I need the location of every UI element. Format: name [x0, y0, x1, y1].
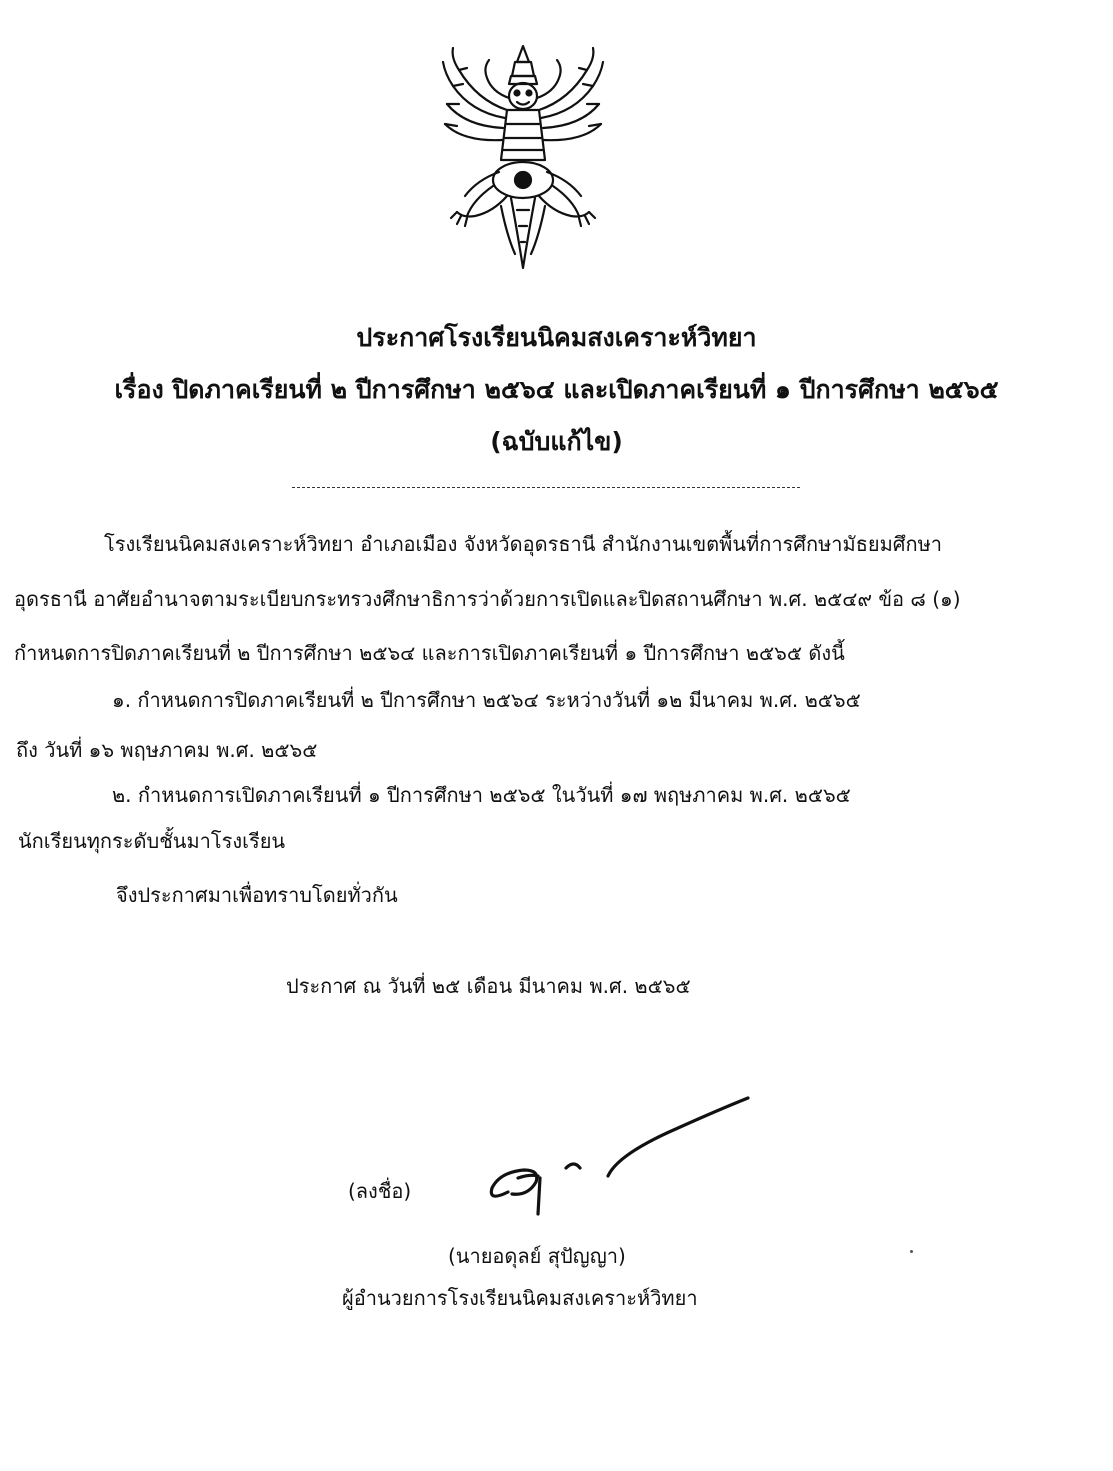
signature-label: (ลงชื่อ): [348, 1179, 412, 1203]
announcement-title: ประกาศโรงเรียนนิคมสงเคราะห์วิทยา: [356, 323, 757, 352]
item-2-line: ๒. กำหนดการเปิดภาคเรียนที่ ๑ ปีการศึกษา ๒๕๖๕ ในวันที่ ๑๗ พฤษภาคม พ.ศ. ๒๕๖๕: [112, 783, 851, 807]
item-2-line: นักเรียนทุกระดับชั้นมาโรงเรียน: [18, 829, 286, 853]
dateline: ประกาศ ณ วันที่ ๒๕ เดือน มีนาคม พ.ศ. ๒๕๖๕: [286, 974, 691, 998]
paragraph-line: โรงเรียนนิคมสงเคราะห์วิทยา อำเภอเมือง จังหวัดอุดรธานี สำนักงานเขตพื้นที่การศึกษามัธยมศึกษา: [104, 532, 943, 556]
announcement-subject: เรื่อง ปิดภาคเรียนที่ ๒ ปีการศึกษา ๒๕๖๔ และเปิดภาคเรียนที่ ๑ ปีการศึกษา ๒๕๖๕: [114, 375, 999, 404]
paragraph-line: อุดรธานี อาศัยอำนาจตามระเบียบกระทรวงศึกษาธิการว่าด้วยการเปิดและปิดสถานศึกษา พ.ศ. ๒๕๔๙ ข้อ ๘ (๑): [14, 587, 961, 611]
handwritten-signature: [478, 1092, 758, 1232]
revision-note: (ฉบับแก้ไข): [490, 427, 623, 456]
signer-position: ผู้อำนวยการโรงเรียนนิคมสงเคราะห์วิทยา: [342, 1286, 698, 1310]
signer-name: (นายอดุลย์ สุปัญญา): [448, 1244, 626, 1268]
paragraph-line: กำหนดการปิดภาคเรียนที่ ๒ ปีการศึกษา ๒๕๖๔ และการเปิดภาคเรียนที่ ๑ ปีการศึกษา ๒๕๖๕ ดังนี้: [14, 641, 845, 665]
garuda-emblem-icon: [437, 40, 609, 272]
separator-rule: [292, 487, 800, 488]
item-1-line: ถึง วันที่ ๑๖ พฤษภาคม พ.ศ. ๒๕๖๕: [16, 738, 318, 762]
closing-statement: จึงประกาศมาเพื่อทราบโดยทั่วกัน: [116, 883, 398, 907]
scan-speck: [910, 1250, 913, 1253]
item-1-line: ๑. กำหนดการปิดภาคเรียนที่ ๒ ปีการศึกษา ๒๕๖๔ ระหว่างวันที่ ๑๒ มีนาคม พ.ศ. ๒๕๖๕: [112, 688, 861, 712]
